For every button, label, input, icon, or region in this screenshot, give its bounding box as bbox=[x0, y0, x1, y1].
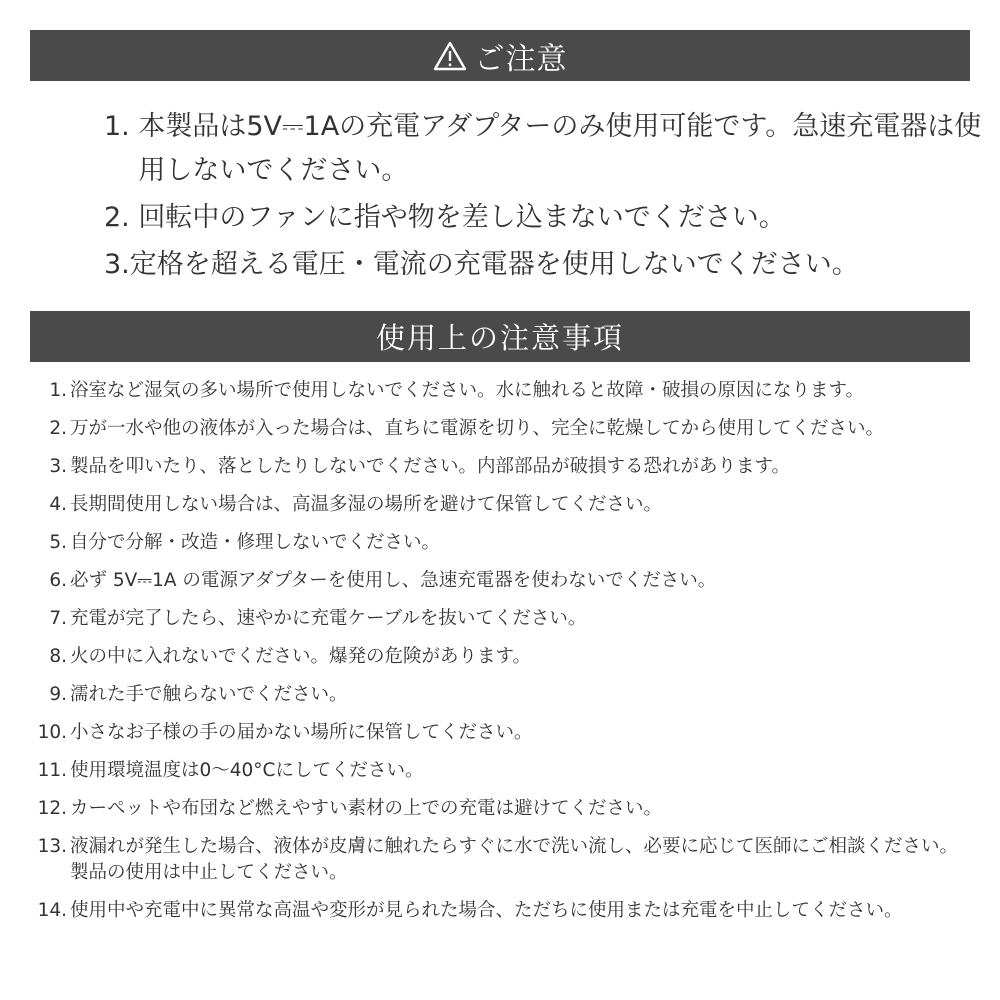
notice-item bbox=[104, 105, 984, 193]
caution-item bbox=[30, 682, 960, 708]
caution-item-number: 6. bbox=[49, 570, 67, 591]
caution-item-number: 12. bbox=[37, 798, 67, 819]
caution-item-text: 長期間使用しない場合は、高温多湿の場所を避けて保管してください。 bbox=[70, 494, 663, 515]
caution-item-text: 自分で分解・改造・修理しないでください。 bbox=[70, 532, 441, 553]
caution-item bbox=[30, 644, 960, 670]
caution-item-number: 4. bbox=[49, 494, 67, 515]
caution-item-text: 使用環境温度は0〜40°Cにしてください。 bbox=[70, 760, 424, 781]
caution-item-text: 火の中に入れないでください。爆発の危険があります。 bbox=[70, 646, 532, 667]
caution-item-number: 10. bbox=[37, 722, 67, 743]
caution-item bbox=[30, 606, 960, 632]
notice-item-number: 2. bbox=[104, 202, 139, 233]
notice-item-number: 1. bbox=[104, 111, 139, 142]
caution-item-text: 小さなお子様の手の届かない場所に保管してください。 bbox=[70, 722, 533, 743]
warning-triangle-icon bbox=[433, 40, 467, 72]
notice-item bbox=[104, 196, 984, 240]
caution-item bbox=[30, 454, 960, 480]
caution-item-number: 5. bbox=[49, 532, 67, 553]
caution-item bbox=[30, 530, 960, 556]
caution-item-number: 14. bbox=[37, 900, 67, 921]
caution-item-text: 充電が完了したら、速やかに充電ケーブルを抜いてください。 bbox=[70, 608, 587, 629]
caution-item-number: 11. bbox=[37, 760, 67, 781]
caution-item-number: 2. bbox=[49, 418, 67, 439]
caution-item bbox=[30, 378, 960, 404]
caution-item-number: 3. bbox=[49, 456, 67, 477]
caution-item-text: 使用中や充電中に異常な高温や変形が見られた場合、ただちに使用または充電を中止してください。 bbox=[70, 900, 903, 921]
caution-list bbox=[30, 378, 960, 936]
caution-item bbox=[30, 568, 960, 594]
notice-item bbox=[104, 243, 984, 287]
cautions-header bbox=[30, 311, 970, 362]
cautions-title: 使用上の注意事項 bbox=[375, 321, 624, 355]
caution-item-number: 1. bbox=[49, 380, 67, 401]
caution-item bbox=[30, 492, 960, 518]
caution-item bbox=[30, 834, 960, 886]
caution-item bbox=[30, 416, 960, 442]
notice-list bbox=[104, 105, 984, 287]
caution-item-text: カーペットや布団など燃えやすい素材の上での充電は避けてください。 bbox=[70, 798, 663, 819]
caution-item-number: 13. bbox=[37, 836, 67, 857]
caution-item-text: 必ず 5V⎓1A の電源アダプターを使用し、急速充電器を使わないでください。 bbox=[70, 570, 717, 591]
caution-item-number: 7. bbox=[49, 608, 67, 629]
caution-item-text: 浴室など湿気の多い場所で使用しないでください。水に触れると故障・破損の原因になります。 bbox=[70, 380, 865, 401]
caution-item-text: 濡れた手で触らないでください。 bbox=[70, 684, 348, 705]
caution-item bbox=[30, 758, 960, 784]
caution-item-text: 万が一水や他の液体が入った場合は、直ちに電源を切り、完全に乾燥してから使用してください。 bbox=[70, 418, 885, 439]
caution-item-text: 製品を叩いたり、落としたりしないでください。内部部品が破損する恐れがあります。 bbox=[70, 456, 791, 477]
caution-item-number: 9. bbox=[49, 684, 67, 705]
caution-item-text: 液漏れが発生した場合、液体が皮膚に触れたらすぐに水で洗い流し、必要に応じて医師にご相談ください。製品の使用は中止してください。 bbox=[70, 836, 959, 883]
notice-item-number: 3. bbox=[104, 249, 130, 280]
notice-item-text: 本製品は5V⎓1Aの充電アダプターのみ使用可能です。急速充電器は使用しないでください。 bbox=[138, 111, 982, 186]
caution-item-number: 8. bbox=[49, 646, 67, 667]
caution-item bbox=[30, 898, 960, 924]
notice-item-text: 回転中のファンに指や物を差し込まないでください。 bbox=[138, 202, 786, 233]
caution-item bbox=[30, 796, 960, 822]
notice-title: ご注意 bbox=[474, 41, 568, 77]
caution-item bbox=[30, 720, 960, 746]
notice-item-text: 定格を超える電圧・電流の充電器を使用しないでください。 bbox=[129, 249, 859, 280]
notice-header bbox=[30, 30, 970, 81]
